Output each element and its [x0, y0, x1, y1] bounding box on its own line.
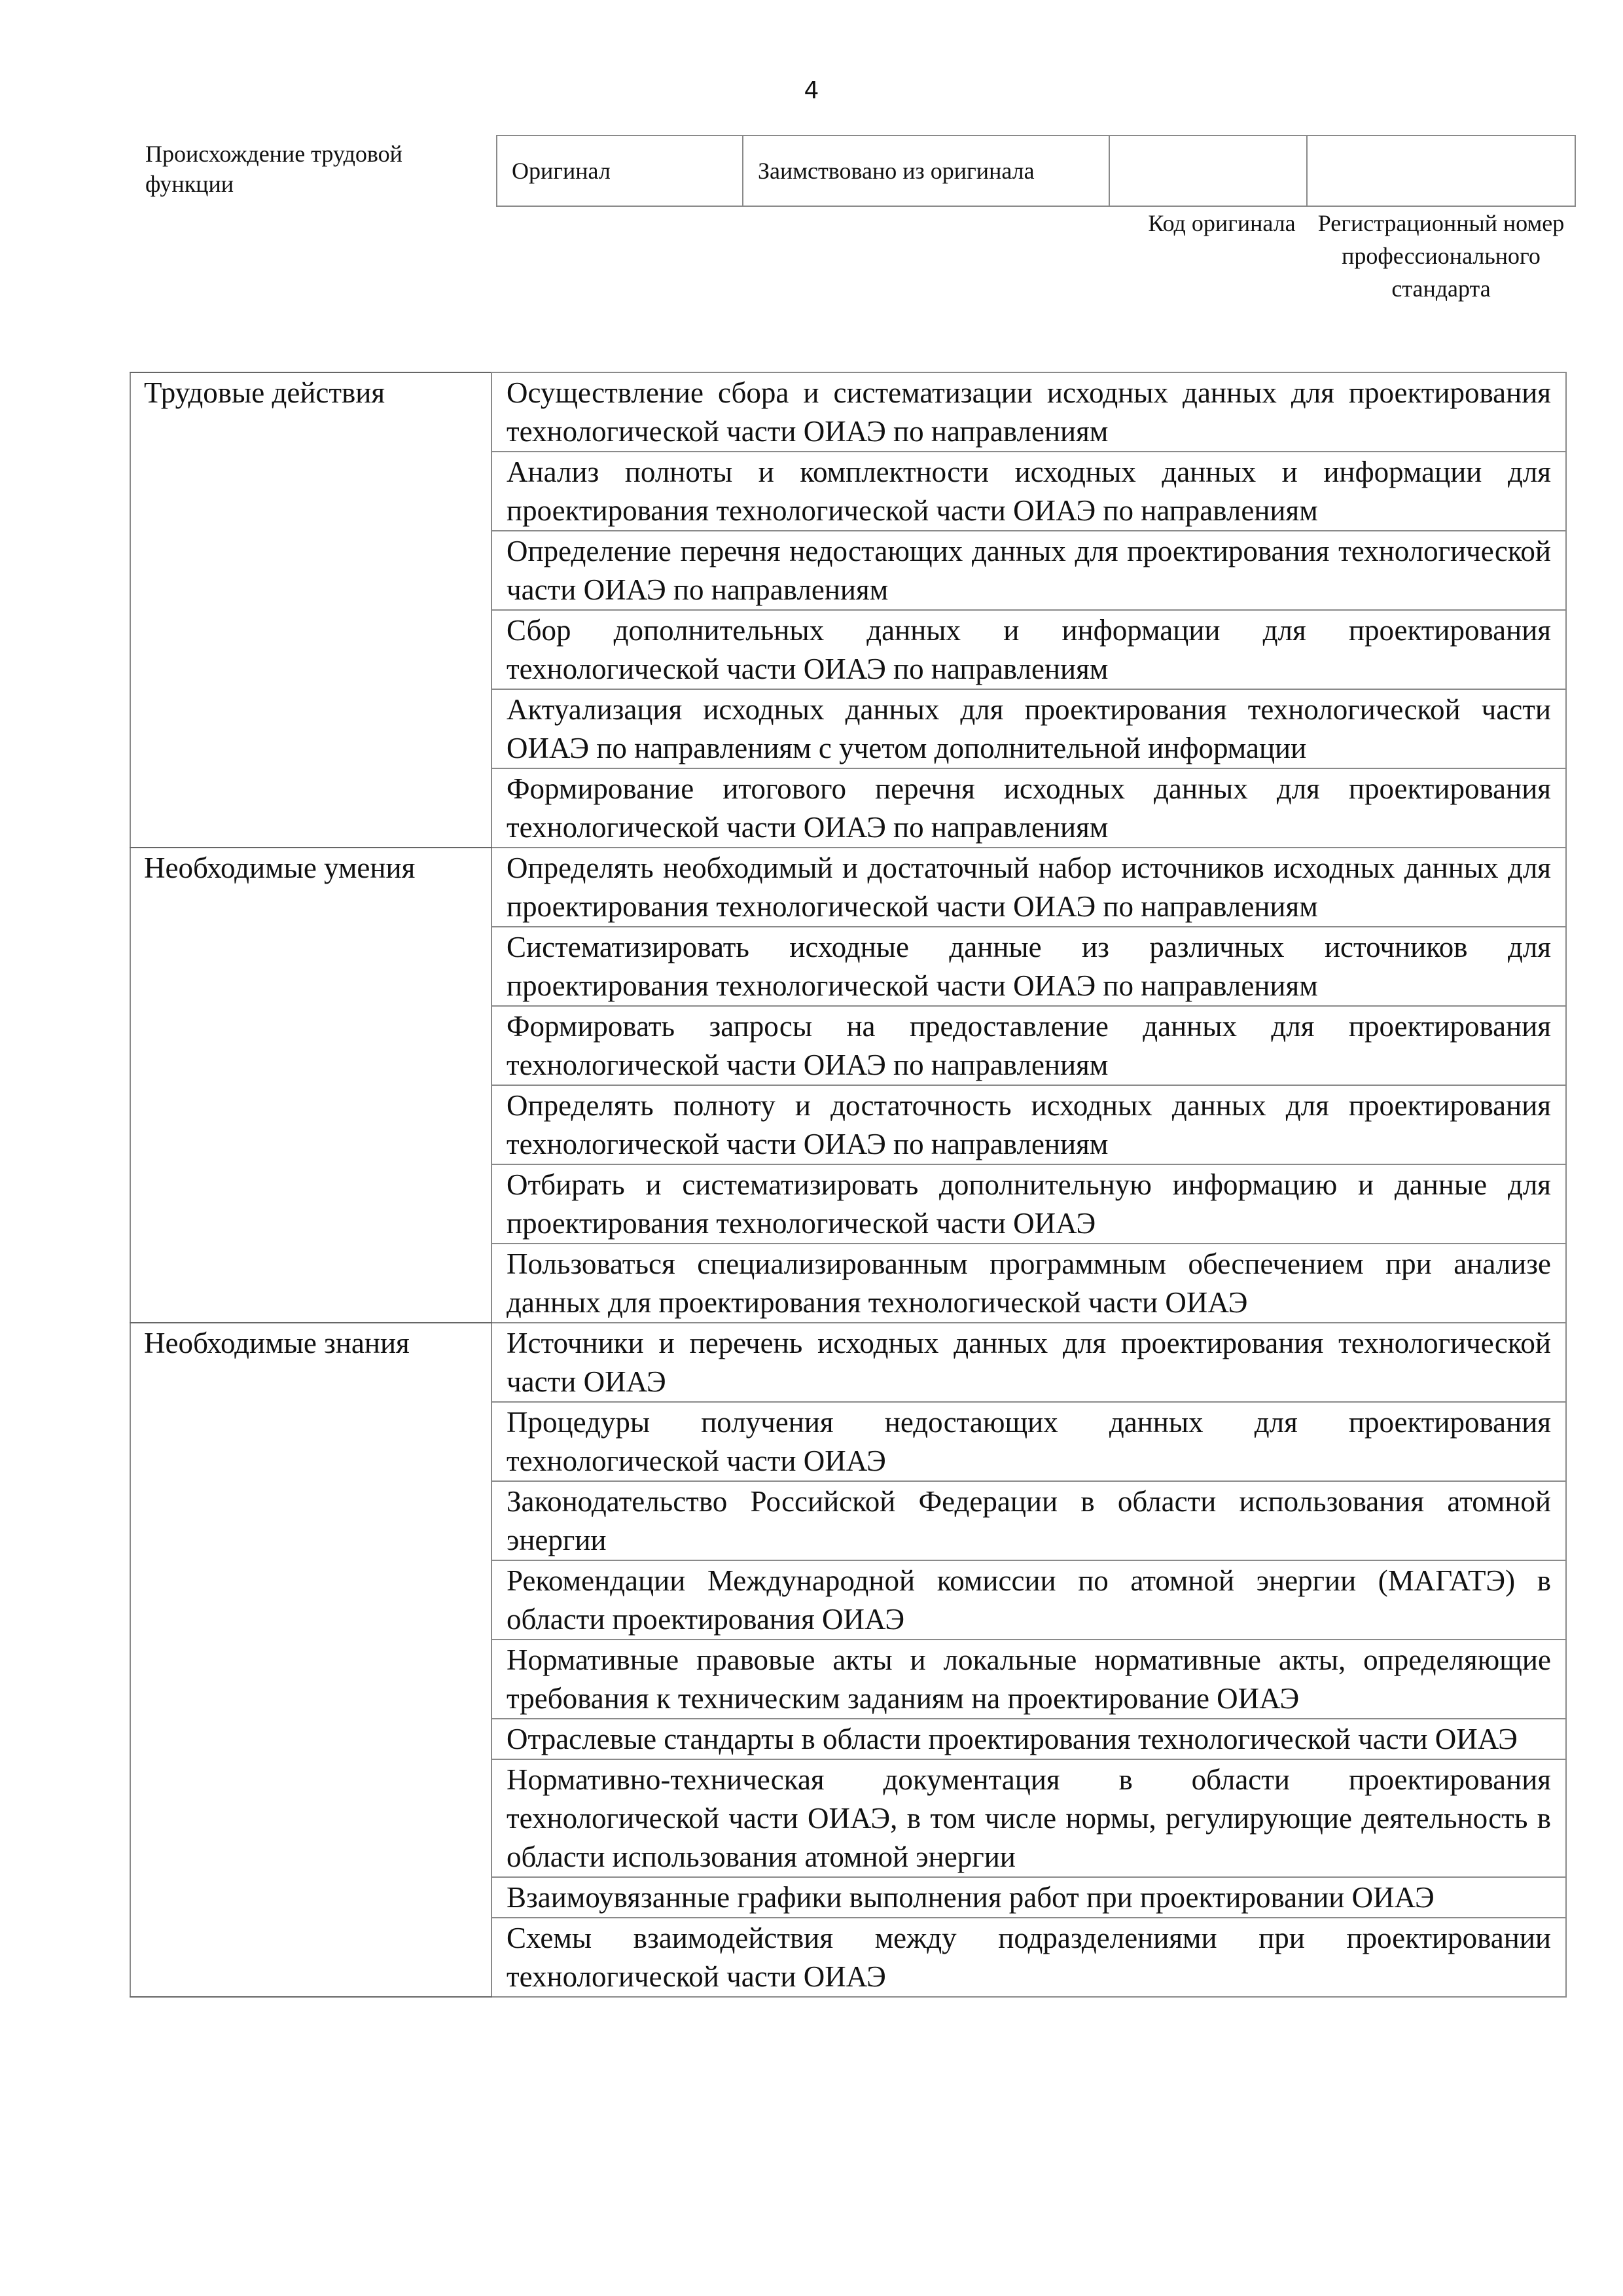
origin-table — [496, 135, 1576, 207]
table-row — [130, 1323, 1566, 1402]
function-table-body — [130, 372, 1566, 1997]
section-item: Рекомендации Международной комиссии по атомной энергии (МАГАТЭ) в области проектирования ОИАЭ — [491, 1560, 1566, 1640]
section-item: Взаимоувязанные графики выполнения работ при проектировании ОИАЭ — [491, 1877, 1566, 1918]
section-title: Необходимые умения — [130, 848, 491, 1323]
section-item: Осуществление сбора и систематизации исходных данных для проектирования технологической части ОИАЭ по направлениям — [491, 372, 1566, 452]
code-caption: Код оригинала — [1148, 210, 1296, 236]
section-item: Систематизировать исходные данные из различных источников для проектирования технологической части ОИАЭ по направлениям — [491, 927, 1566, 1006]
origin-reg-number-cell — [1307, 135, 1575, 206]
section-title: Необходимые знания — [130, 1323, 491, 1997]
section-item: Схемы взаимодействия между подразделениями при проектировании технологической части ОИАЭ — [491, 1918, 1566, 1997]
section-item: Определять необходимый и достаточный набор источников исходных данных для проектирования технологической части ОИАЭ по направлениям — [491, 848, 1566, 927]
section-item: Отбирать и систематизировать дополнительную информацию и данные для проектирования технологической части ОИАЭ — [491, 1164, 1566, 1244]
reg-number-caption: Регистрационный номер профессионального стандарта — [1317, 210, 1565, 302]
section-item: Сбор дополнительных данных и информации для проектирования технологической части ОИАЭ по направлениям — [491, 610, 1566, 689]
section-item: Формировать запросы на предоставление данных для проектирования технологической части ОИАЭ по направлениям — [491, 1006, 1566, 1085]
function-table — [130, 372, 1567, 1998]
table-row — [130, 848, 1566, 927]
origin-original-cell: Оригинал — [497, 135, 743, 206]
section-item: Источники и перечень исходных данных для проектирования технологической части ОИАЭ — [491, 1323, 1566, 1402]
section-item: Нормативные правовые акты и локальные нормативные акты, определяющие требования к техническим заданиям на проектирование ОИАЭ — [491, 1640, 1566, 1719]
section-item: Законодательство Российской Федерации в области использования атомной энергии — [491, 1481, 1566, 1560]
table-row — [130, 372, 1566, 452]
page-number: 4 — [804, 77, 819, 104]
section-title: Трудовые действия — [130, 372, 491, 848]
section-item: Определение перечня недостающих данных для проектирования технологической части ОИАЭ по направлениям — [491, 531, 1566, 610]
origin-label: Происхождение трудовой функции — [145, 141, 402, 197]
origin-code-cell — [1109, 135, 1307, 206]
origin-borrowed-cell: Заимствовано из оригинала — [743, 135, 1109, 206]
section-item: Процедуры получения недостающих данных для проектирования технологической части ОИАЭ — [491, 1402, 1566, 1481]
section-item: Отраслевые стандарты в области проектирования технологической части ОИАЭ — [491, 1719, 1566, 1759]
section-item: Нормативно-техническая документация в области проектирования технологической части ОИАЭ, в том числе нормы, регулирующие деятельность в области использования атомной энергии — [491, 1759, 1566, 1877]
section-item: Формирование итогового перечня исходных данных для проектирования технологической части ОИАЭ по направлениям — [491, 768, 1566, 848]
section-item: Актуализация исходных данных для проектирования технологической части ОИАЭ по направлениям с учетом дополнительной информации — [491, 689, 1566, 768]
section-item: Определять полноту и достаточность исходных данных для проектирования технологической части ОИАЭ по направлениям — [491, 1085, 1566, 1164]
section-item: Анализ полноты и комплектности исходных данных и информации для проектирования технологической части ОИАЭ по направлениям — [491, 452, 1566, 531]
section-item: Пользоваться специализированным программным обеспечением при анализе данных для проектирования технологической части ОИАЭ — [491, 1244, 1566, 1323]
